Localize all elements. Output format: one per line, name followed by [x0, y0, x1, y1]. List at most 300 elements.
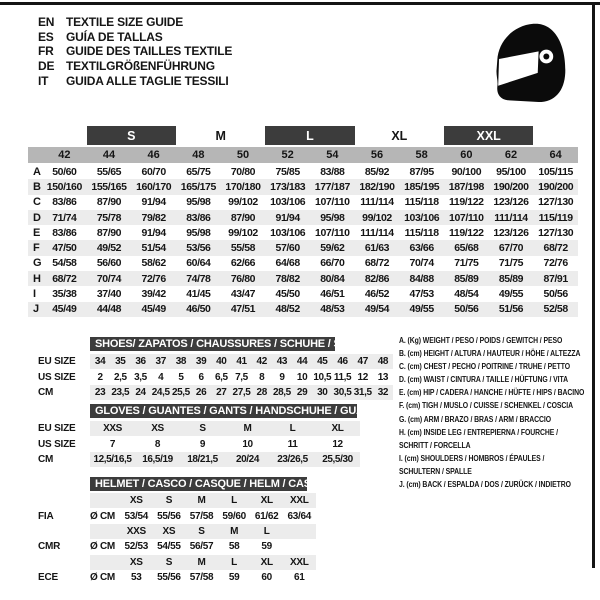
value-cell: 48	[377, 356, 389, 368]
helmet-value-row	[30, 570, 316, 585]
size-label: L	[263, 525, 270, 537]
value-cell: 59	[261, 541, 272, 553]
gloves-table	[30, 404, 381, 467]
value-cell: 27,5	[232, 386, 251, 398]
legend-line: H. (cm) INSIDE LEG / ENTREPIERNA / FOURCHE /	[399, 426, 558, 437]
size-value-cell: 95/100	[496, 165, 526, 178]
size-value-cell: 58/62	[141, 257, 166, 270]
size-value-cell: 111/114	[494, 211, 528, 224]
size-value-cell: 63/66	[409, 242, 434, 255]
size-value-cell: 50/56	[454, 303, 479, 316]
size-value-cell: 72/76	[141, 272, 166, 285]
size-value-cell: 48/54	[454, 288, 479, 301]
language-code: EN	[38, 15, 55, 30]
legend-line: D. (cm) WAIST / CINTURA / TAILLE / HÜFTUNG / VITA	[399, 374, 568, 385]
size-value-cell: 71/75	[498, 257, 524, 270]
legend-line: SCHULTERN / SPALLE	[399, 465, 472, 476]
value-cell: 61	[294, 572, 305, 584]
legend-item	[399, 413, 584, 426]
size-value-cell: 95/98	[186, 196, 211, 209]
value-cell: 32	[377, 386, 389, 398]
size-value-cell: 123/126	[493, 196, 529, 209]
size-group-row	[28, 126, 578, 145]
legend-line: B. (cm) HEIGHT / ALTURA / HAUTEUR / HÖHE / ALTEZZA	[399, 348, 581, 359]
value-cell: 25,5	[171, 386, 190, 398]
size-value-cell: 45/50	[275, 288, 300, 301]
value-cell: 10	[296, 371, 308, 383]
value-cell: 11,5	[333, 371, 352, 383]
size-value-cell: 44/48	[96, 303, 122, 316]
size-value-cell: 103/106	[270, 196, 306, 209]
row-header: US SIZE	[38, 371, 76, 383]
legend-line: A. (Kg) WEIGHT / PESO / POIDS / GEWITCH / PESO	[399, 335, 563, 345]
measure-row-j	[28, 302, 578, 317]
value-cell: 28,5	[272, 386, 291, 398]
size-value-cell: 41/45	[186, 288, 211, 301]
row-label: E	[33, 226, 41, 239]
size-label-strip	[90, 555, 316, 570]
size-label: M	[197, 556, 206, 568]
size-value-cell: 87/90	[96, 196, 122, 209]
language-label: GUIDE DES TAILLES TEXTILE	[66, 44, 233, 59]
size-value-cell: 70/74	[409, 257, 434, 270]
legend-item	[399, 478, 584, 491]
language-label: TEXTILGRÖßENFÜHRUNG	[66, 59, 215, 74]
column-header: 50	[236, 149, 250, 161]
value-cell: 30	[317, 386, 328, 398]
shoes-table-title: SHOES/ ZAPATOS / CHAUSSURES / SCHUHE / SCARPE	[90, 337, 335, 351]
size-value-cell: 87/95	[409, 165, 434, 178]
size-value-cell: 65/68	[454, 242, 479, 255]
language-row	[38, 15, 232, 30]
size-value-cell: 123/126	[493, 226, 529, 239]
value-cell: 9	[279, 371, 285, 383]
language-label: GUIDA ALLE TAGLIE TESSILI	[66, 73, 229, 88]
value-strip	[90, 570, 316, 585]
value-cell: 55/56	[157, 510, 181, 522]
value-cell: 7,5	[235, 371, 248, 383]
size-value-cell: 95/98	[186, 226, 211, 239]
value-cell: 12	[332, 438, 343, 450]
size-value-cell: 127/130	[538, 196, 574, 209]
value-cell: 10,5	[313, 371, 332, 383]
size-group-l: L	[265, 126, 354, 145]
row-header: EU SIZE	[38, 423, 76, 435]
frame-top-border	[0, 2, 600, 5]
measure-row-b	[28, 179, 578, 194]
size-value-cell: 55/65	[96, 165, 122, 178]
row-header: CM	[38, 386, 54, 398]
value-cell: XXS	[103, 423, 122, 435]
value-cell: 31,5	[353, 386, 372, 398]
size-value-cell: 67/70	[498, 242, 524, 255]
value-cell: 42	[256, 356, 267, 368]
helmet-table-rows	[30, 493, 316, 585]
size-value-cell: 47/50	[52, 242, 77, 255]
legend-line: J. (cm) BACK / ESPALDA / DOS / ZURÜCK / INDIETRO	[399, 479, 571, 490]
unit-label: Ø CM	[90, 541, 115, 553]
size-value-cell: 49/55	[498, 288, 524, 301]
size-value-cell: 155/165	[91, 180, 127, 193]
size-value-cell: 190/200	[538, 180, 574, 193]
value-cell: L	[289, 423, 296, 435]
size-value-cell: 111/114	[360, 226, 394, 239]
size-value-cell: 76/80	[230, 272, 256, 285]
unit-label: Ø CM	[90, 510, 115, 522]
language-code: ES	[38, 29, 54, 44]
measurement-legend	[399, 334, 584, 491]
value-cell: 37	[155, 356, 166, 368]
frame-right-border	[592, 2, 595, 568]
row-header: US SIZE	[38, 438, 76, 450]
legend-line: E. (cm) HIP / CADERA / HANCHE / HÜFTE / HIPS / BACINO	[399, 387, 585, 398]
helmet-size-row	[30, 555, 316, 570]
size-value-cell: 48/53	[320, 303, 345, 316]
size-value-cell: 82/86	[364, 272, 390, 285]
size-group-xxl: XXL	[444, 126, 533, 145]
value-cell: 24	[135, 386, 146, 398]
column-header: 42	[58, 149, 71, 161]
value-cell: 27	[216, 386, 227, 398]
size-value-cell: 91/94	[275, 211, 300, 224]
language-row	[38, 73, 232, 88]
value-cell: 13	[377, 371, 389, 383]
value-cell: XS	[151, 423, 164, 435]
size-value-cell: 79/82	[141, 211, 166, 224]
size-label: XXL	[289, 556, 309, 568]
size-value-cell: 56/60	[96, 257, 122, 270]
value-cell: 44	[296, 356, 308, 368]
size-value-cell: 74/78	[186, 272, 211, 285]
value-cell: 57/58	[189, 572, 214, 584]
size-value-cell: 85/92	[364, 165, 390, 178]
size-value-cell: 165/175	[180, 180, 216, 193]
main-size-table	[28, 126, 578, 317]
value-cell: 9	[199, 438, 206, 450]
size-value-cell: 60/70	[141, 165, 166, 178]
size-value-cell: 83/86	[186, 211, 211, 224]
unit-label: Ø CM	[90, 572, 115, 584]
size-value-cell: 190/200	[493, 180, 529, 193]
size-value-cell: 68/72	[364, 257, 390, 270]
size-value-cell: 48/52	[275, 303, 300, 316]
row-label: C	[33, 196, 41, 209]
value-cell: 38	[175, 356, 187, 368]
legend-line: C. (cm) CHEST / PECHO / POITRINE / TRUHE / PETTO	[399, 361, 570, 372]
legend-item	[399, 347, 584, 360]
gloves-table-title: GLOVES / GUANTES / GANTS / HANDSCHUHE / GUANTI	[90, 404, 357, 418]
size-value-cell: 35/38	[52, 288, 77, 301]
helmet-size-table	[30, 477, 327, 585]
size-value-cell: 99/102	[362, 211, 392, 224]
size-value-cell: 72/76	[543, 257, 568, 270]
size-label: S	[165, 495, 173, 507]
size-value-cell: 52/58	[543, 303, 568, 316]
value-cell: 61/62	[254, 510, 279, 522]
size-value-cell: 62/66	[230, 257, 256, 270]
measure-row-d	[28, 210, 578, 225]
table-row	[30, 385, 393, 400]
size-value-cell: 105/115	[538, 165, 573, 178]
row-label: I	[33, 288, 37, 301]
row-label: A	[33, 165, 41, 178]
language-row	[38, 44, 232, 59]
row-label: H	[33, 272, 41, 285]
measure-row-h	[28, 271, 578, 286]
size-value-cell: 87/90	[230, 211, 256, 224]
value-cell: 43	[276, 356, 288, 368]
size-value-cell: 173/183	[270, 180, 306, 193]
size-value-cell: 64/68	[275, 257, 300, 270]
size-value-cell: 45/49	[52, 303, 77, 316]
value-strip	[90, 508, 316, 523]
size-value-cell: 177/187	[314, 180, 350, 193]
row-header: EU SIZE	[38, 356, 76, 368]
size-value-cell: 55/58	[230, 242, 256, 255]
row-label: F	[33, 242, 40, 255]
value-cell: 12,5/16,5	[93, 453, 132, 465]
size-value-cell: 71/74	[52, 211, 77, 224]
size-value-cell: 49/52	[96, 242, 122, 255]
value-cell: 25,5/30	[322, 453, 353, 465]
size-label: M	[230, 525, 239, 537]
size-value-cell: 66/70	[320, 257, 345, 270]
value-cell: 7	[109, 438, 116, 450]
value-cell: 11	[287, 438, 298, 450]
size-value-cell: 47/51	[230, 303, 256, 316]
value-cell: M	[243, 423, 252, 435]
helmet-table-title: HELMET / CASCO / CASQUE / HELM / CASCO	[90, 477, 307, 491]
language-code: IT	[38, 73, 49, 88]
value-cell: 18/21,5	[187, 453, 218, 465]
value-cell: 23,5	[111, 386, 130, 398]
size-group-s: S	[87, 126, 176, 145]
value-cell: 30,5	[333, 386, 352, 398]
size-value-cell: 65/75	[186, 165, 211, 178]
column-header-row	[28, 147, 578, 163]
size-value-cell: 119/122	[449, 196, 484, 209]
legend-item	[399, 452, 584, 478]
size-value-cell: 185/195	[404, 180, 440, 193]
size-value-cell: 43/47	[230, 288, 256, 301]
value-cell: 4	[158, 371, 164, 383]
value-cell: 52/53	[124, 541, 149, 553]
value-cell: 53	[131, 572, 142, 584]
size-label: L	[231, 556, 237, 568]
value-cell: 59/60	[222, 510, 246, 522]
table-row	[30, 354, 393, 369]
value-cell: 60	[261, 572, 272, 584]
value-cell: 10	[242, 438, 253, 450]
size-value-cell: 115/118	[404, 196, 439, 209]
size-value-cell: 150/160	[46, 180, 82, 193]
language-row	[38, 30, 232, 45]
size-label: S	[198, 525, 205, 537]
size-value-cell: 103/106	[270, 226, 306, 239]
size-value-cell: 95/98	[320, 211, 345, 224]
language-code: FR	[38, 44, 54, 59]
measure-row-g	[28, 256, 578, 271]
size-value-cell: 91/94	[141, 226, 166, 239]
size-value-cell: 51/56	[498, 303, 524, 316]
legend-line: SCHRITT / FORCELLA	[399, 439, 471, 450]
size-label: XXL	[289, 495, 309, 507]
value-cell: 39	[195, 356, 207, 368]
value-strip	[90, 354, 393, 369]
size-label: XL	[260, 556, 273, 568]
legend-line: F. (cm) TIGH / MUSLO / CUISSE / SCHENKEL / COSCIA	[399, 400, 573, 411]
column-header: 62	[504, 149, 518, 161]
size-value-cell: 37/40	[96, 288, 122, 301]
size-value-cell: 70/74	[96, 272, 122, 285]
size-value-cell: 187/198	[448, 180, 484, 193]
value-cell: 53/54	[124, 510, 149, 522]
value-cell: 6,5	[214, 371, 228, 383]
legend-line: I. (cm) SHOULDERS / HOMBROS / ÉPAULES /	[399, 452, 545, 463]
size-value-cell: 115/118	[404, 226, 439, 239]
size-value-cell: 85/89	[498, 272, 524, 285]
value-cell: 41	[236, 356, 247, 368]
value-cell: 16,5/19	[142, 453, 173, 465]
value-cell: 54/55	[157, 541, 181, 553]
size-value-cell: 57/60	[275, 242, 300, 255]
language-row	[38, 59, 232, 74]
size-value-cell: 39/42	[141, 288, 166, 301]
standard-label: ECE	[38, 572, 58, 584]
size-value-cell: 115/119	[538, 211, 573, 224]
size-value-cell: 83/86	[52, 196, 77, 209]
value-cell: 58	[228, 541, 240, 553]
size-value-cell: 47/53	[409, 288, 434, 301]
value-cell: 8	[259, 371, 265, 383]
language-list	[38, 15, 232, 88]
size-value-cell: 61/63	[364, 242, 390, 255]
value-cell: 29	[296, 386, 308, 398]
shoes-table	[30, 337, 393, 400]
size-value-cell: 68/72	[543, 242, 568, 255]
language-code: DE	[38, 59, 55, 74]
measure-row-a	[28, 164, 578, 179]
value-cell: 3,5	[134, 371, 147, 383]
value-strip	[90, 539, 316, 554]
size-label-strip	[90, 493, 316, 508]
size-value-cell: 87/90	[96, 226, 122, 239]
size-value-cell: 107/110	[315, 196, 350, 209]
column-header: 52	[281, 149, 294, 161]
value-cell: 2	[97, 371, 103, 383]
legend-item	[399, 386, 584, 399]
helmet-value-row	[30, 508, 316, 523]
value-strip	[90, 452, 360, 467]
size-value-cell: 90/100	[451, 165, 482, 178]
value-cell: 47	[357, 356, 368, 368]
size-value-cell: 59/62	[320, 242, 345, 255]
row-label: J	[33, 303, 40, 316]
column-header: 48	[192, 149, 205, 161]
measure-row-e	[28, 225, 578, 240]
measure-row-f	[28, 240, 578, 255]
size-value-cell: 87/91	[543, 272, 568, 285]
size-value-cell: 83/88	[320, 165, 345, 178]
table-row	[30, 421, 360, 436]
standard-label: FIA	[38, 510, 54, 522]
size-value-cell: 182/190	[359, 180, 395, 193]
gloves-table-rows	[30, 421, 360, 467]
size-value-cell: 46/51	[320, 288, 345, 301]
size-value-cell: 60/64	[186, 257, 211, 270]
size-value-cell: 170/180	[225, 180, 261, 193]
column-header: 46	[147, 149, 160, 161]
value-cell: 56/57	[189, 541, 214, 553]
value-strip	[90, 385, 393, 400]
column-header: 58	[415, 149, 428, 161]
value-cell: 26	[195, 386, 207, 398]
size-value-cell: 127/130	[538, 226, 574, 239]
value-cell: 28	[256, 386, 267, 398]
size-value-cell: 99/102	[228, 196, 258, 209]
size-value-cell: 91/94	[141, 196, 166, 209]
size-value-cell: 54/58	[52, 257, 77, 270]
size-value-cell: 119/122	[449, 226, 484, 239]
value-cell: 6	[198, 371, 204, 383]
value-cell: 12	[357, 371, 368, 383]
legend-item	[399, 399, 584, 412]
value-cell: XL	[331, 423, 344, 435]
shoes-table-rows	[30, 354, 393, 400]
size-value-cell: 50/56	[543, 288, 568, 301]
value-cell: 35	[115, 356, 126, 368]
row-header: CM	[38, 453, 54, 465]
value-cell: 36	[135, 356, 146, 368]
value-cell: 23/26,5	[277, 453, 308, 465]
size-value-cell: 85/89	[454, 272, 479, 285]
helmet-value-row	[30, 539, 316, 554]
size-value-cell: 80/84	[320, 272, 345, 285]
value-cell: 8	[154, 438, 161, 450]
helmet-size-row	[30, 524, 316, 539]
size-label: S	[165, 556, 173, 568]
size-value-cell: 84/88	[409, 272, 434, 285]
size-value-cell: 75/85	[275, 165, 300, 178]
size-label-strip	[90, 524, 316, 539]
value-strip	[90, 369, 393, 384]
value-cell: 63/64	[287, 510, 312, 522]
value-cell: 20/24	[235, 453, 260, 465]
size-group-xl: XL	[391, 128, 408, 143]
value-cell: 46	[337, 356, 348, 368]
size-group-m: M	[215, 128, 226, 143]
size-value-cell: 71/75	[454, 257, 479, 270]
size-value-cell: 160/170	[136, 180, 172, 193]
measure-row-c	[28, 195, 578, 210]
racing-helmet-icon	[487, 15, 573, 110]
size-value-cell: 45/49	[141, 303, 166, 316]
value-cell: S	[199, 423, 206, 435]
measure-row-i	[28, 286, 578, 301]
size-value-cell: 111/114	[360, 196, 394, 209]
value-cell: 45	[317, 356, 328, 368]
size-label: XS	[129, 556, 143, 568]
size-value-cell: 99/102	[228, 226, 258, 239]
row-label: D	[33, 211, 41, 224]
size-value-cell: 46/50	[186, 303, 211, 316]
legend-item	[399, 334, 584, 347]
language-label: GUÍA DE TALLAS	[66, 29, 163, 44]
legend-item	[399, 426, 584, 452]
column-header: 44	[102, 149, 116, 161]
size-label: M	[197, 495, 206, 507]
size-value-cell: 46/52	[364, 288, 390, 301]
